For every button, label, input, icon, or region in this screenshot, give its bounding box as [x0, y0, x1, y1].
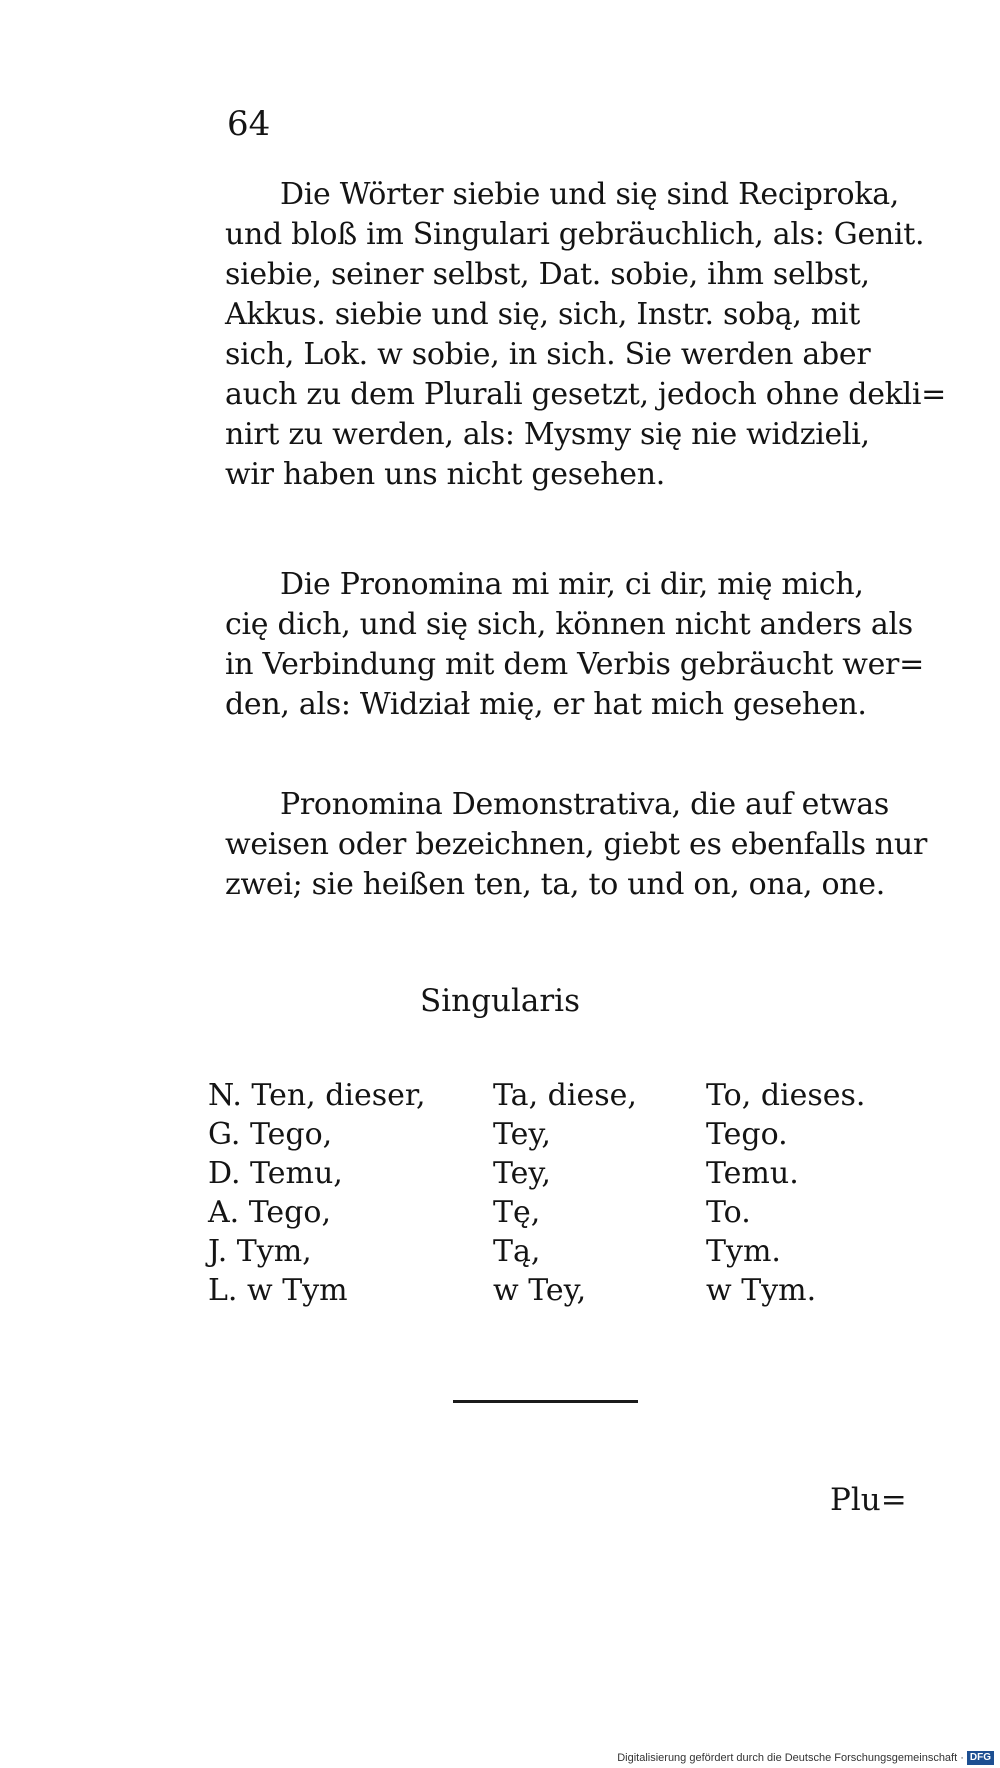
feminine-form: Tey, [493, 1117, 551, 1152]
declension-row [208, 1193, 908, 1232]
feminine-form: Tey, [493, 1156, 551, 1191]
text-line: Akkus. siebie und się, sich, Instr. sobą, mit [225, 297, 860, 332]
text-line: auch zu dem Plurali gesetzt, jedoch ohne dekli= [225, 377, 946, 412]
neuter-form: Temu. [706, 1156, 799, 1191]
horizontal-rule [453, 1400, 638, 1403]
declension-table [208, 1076, 908, 1310]
paragraph-reciproka [225, 175, 946, 495]
feminine-form: Ta, diese, [493, 1078, 637, 1113]
text-line: Pronomina Demonstrativa, die auf etwas [280, 787, 889, 822]
declension-row [208, 1115, 908, 1154]
text-line: sich, Lok. w sobie, in sich. Sie werden aber [225, 337, 871, 372]
footer-credit-text: Digitalisierung gefördert durch die Deutsche Forschungsgemeinschaft · [617, 1752, 964, 1764]
catchword: Plu= [830, 1482, 907, 1518]
declension-row [208, 1232, 908, 1271]
text-line: in Verbindung mit dem Verbis gebräucht wer= [225, 647, 924, 682]
declension-row [208, 1271, 908, 1310]
masculine-form: G. Tego, [208, 1117, 333, 1152]
masculine-form: A. Tego, [208, 1195, 331, 1230]
text-line: den, als: Widział mię, er hat mich gesehen. [225, 687, 867, 722]
neuter-form: w Tym. [706, 1273, 817, 1308]
digitization-footer [617, 1750, 994, 1766]
feminine-form: Tę, [493, 1195, 541, 1230]
masculine-form: D. Temu, [208, 1156, 343, 1191]
page-number: 64 [227, 104, 271, 144]
feminine-form: Tą, [493, 1234, 541, 1269]
text-line: wir haben uns nicht gesehen. [225, 457, 666, 492]
text-line: zwei; sie heißen ten, ta, to und on, ona, one. [225, 867, 885, 902]
neuter-form: Tego. [706, 1117, 788, 1152]
masculine-form: L. w Tym [208, 1273, 348, 1308]
neuter-form: To. [706, 1195, 751, 1230]
masculine-form: J. Tym, [208, 1234, 312, 1269]
masculine-form: N. Ten, dieser, [208, 1078, 426, 1113]
paragraph-demonstrativa [225, 785, 925, 905]
feminine-form: w Tey, [493, 1273, 587, 1308]
text-line: nirt zu werden, als: Mysmy się nie widzieli, [225, 417, 870, 452]
neuter-form: Tym. [706, 1234, 781, 1269]
section-heading-singularis: Singularis [420, 983, 580, 1019]
text-line: weisen oder bezeichnen, giebt es ebenfalls nur [225, 827, 927, 862]
text-line: Die Wörter siebie und się sind Reciproka, [280, 177, 900, 212]
text-line: und bloß im Singulari gebräuchlich, als: Genit. [225, 217, 925, 252]
text-line: cię dich, und się sich, können nicht anders als [225, 607, 913, 642]
text-line: siebie, seiner selbst, Dat. sobie, ihm selbst, [225, 257, 870, 292]
dfg-logo-icon: DFG [967, 1751, 994, 1765]
text-line: Die Pronomina mi mir, ci dir, mię mich, [280, 567, 864, 602]
declension-row [208, 1154, 908, 1193]
declension-row [208, 1076, 908, 1115]
paragraph-pronomina [225, 565, 925, 725]
neuter-form: To, dieses. [706, 1078, 866, 1113]
